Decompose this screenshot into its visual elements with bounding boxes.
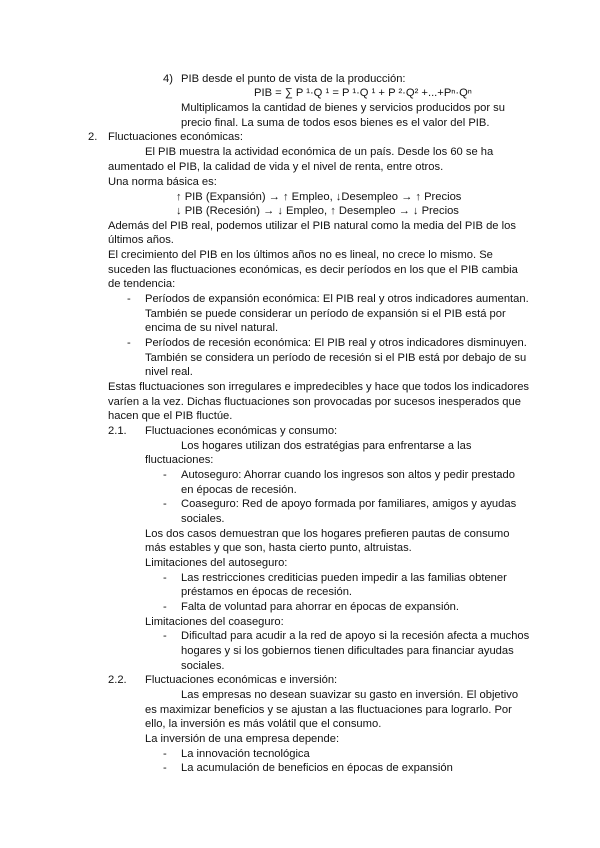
bullet-dash: - (127, 337, 131, 349)
bullet-recession-line: También se considera un período de recesión si el PIB está por debajo de su (145, 352, 527, 364)
rule-expansion: ↑ PIB (Expansión) → ↑ Empleo, ↓Desempleo → ↑ Precios (176, 191, 462, 203)
autoseguro-line: en épocas de recesión. (181, 484, 297, 496)
pib-real-line: Además del PIB real, podemos utilizar el PIB natural como la media del PIB de los (108, 220, 516, 232)
cases-line: Los dos casos demuestran que los hogares prefieren pautas de consumo (145, 528, 510, 540)
depends-item: La innovación tecnológica (181, 748, 310, 760)
lim-coa-line: Dificultad para acudir a la red de apoyo si la recesión afecta a muchos (181, 630, 530, 642)
item-4-text-line: precio final. La suma de todos esos bienes es el valor del PIB. (181, 117, 490, 129)
pib-real-line: últimos años. (108, 234, 174, 246)
crecimiento-line: El crecimiento del PIB en los últimos años no es lineal, no crece lo mismo. Se (108, 249, 493, 261)
crecimiento-line: suceden las fluctuaciones económicas, es decir períodos en los que el PIB cambia (108, 264, 518, 276)
irregular-line: varíen a la vez. Dichas fluctuaciones son provocadas por sucesos inesperados que (108, 396, 521, 408)
section-2-intro-line: aumentado el PIB, la calidad de vida y el nivel de renta, entre otros. (108, 161, 444, 173)
sub-2-2-number: 2.2. (108, 674, 127, 686)
bullet-dash: - (163, 630, 167, 642)
bullet-recession-line: Períodos de recesión económica: El PIB real y otros indicadores disminuyen. (145, 337, 527, 349)
bullet-dash: - (163, 748, 167, 760)
lim-coa-line: sociales. (181, 660, 225, 672)
section-2-title: Fluctuaciones económicas: (108, 131, 243, 143)
lim-auto-label: Limitaciones del autoseguro: (145, 557, 288, 569)
coaseguro-line: sociales. (181, 513, 225, 525)
crecimiento-line: de tendencia: (108, 278, 176, 290)
depends-label: La inversión de una empresa depende: (145, 733, 340, 745)
lim-coa-line: hogares y si los gobiernos tienen dificultades para financiar ayudas (181, 645, 514, 657)
rule-recession: ↓ PIB (Recesión) → ↓ Empleo, ↑ Desempleo → ↓ Precios (176, 205, 459, 217)
bullet-dash: - (163, 498, 167, 510)
irregular-line: hacen que el PIB fluctúe. (108, 410, 233, 422)
item-4-text-line: Multiplicamos la cantidad de bienes y servicios producidos por su (181, 102, 505, 114)
sub-2-2-title: Fluctuaciones económicas e inversión: (145, 674, 338, 686)
bullet-expansion-line: Períodos de expansión económica: El PIB real y otros indicadores aumentan. (145, 293, 529, 305)
lim-coa-label: Limitaciones del coaseguro: (145, 616, 284, 628)
depends-item: La acumulación de beneficios en épocas de expansión (181, 762, 453, 774)
cases-line: más estables y que son, hasta cierto punto, altruistas. (145, 542, 412, 554)
item-4-title: PIB desde el punto de vista de la producción: (181, 73, 406, 85)
sub-2-2-intro-line: Las empresas no desean suavizar su gasto en inversión. El objetivo (181, 689, 519, 701)
pib-formula: PIB = ∑ P ¹·Q ¹ = P ¹·Q ¹ + P ²·Q² +...+Pⁿ·Qⁿ (254, 87, 472, 99)
autoseguro-line: Autoseguro: Ahorrar cuando los ingresos son altos y pedir prestado (181, 469, 515, 481)
bullet-dash: - (127, 293, 131, 305)
bullet-expansion-line: encima de su nivel natural. (145, 322, 279, 334)
bullet-dash: - (163, 762, 167, 774)
bullet-recession-line: nivel real. (145, 366, 193, 378)
bullet-expansion-line: También se puede considerar un período de expansión si el PIB está por (145, 308, 506, 320)
bullet-dash: - (163, 572, 167, 584)
lim-auto-line: préstamos en épocas de recesión. (181, 586, 353, 598)
section-2-number: 2. (88, 131, 98, 143)
bullet-dash: - (163, 601, 167, 613)
irregular-line: Estas fluctuaciones son irregulares e impredecibles y hace que todos los indicadores (108, 381, 530, 393)
sub-2-2-intro-line: ello, la inversión es más volátil que el consumo. (145, 718, 382, 730)
sub-2-1-intro-line: Los hogares utilizan dos estratégias para enfrentarse a las (181, 440, 472, 452)
sub-2-2-intro-line: es maximizar beneficios y se ajustan a las fluctuaciones para lograrlo. Por (145, 704, 512, 716)
bullet-dash: - (163, 469, 167, 481)
sub-2-1-intro-line: fluctuaciones: (145, 454, 214, 466)
coaseguro-line: Coaseguro: Red de apoyo formada por familiares, amigos y ayudas (181, 498, 517, 510)
item-4-number: 4) (163, 73, 173, 85)
section-2-intro-line: El PIB muestra la actividad económica de un país. Desde los 60 se ha (145, 146, 494, 158)
lim-auto-line: Las restricciones crediticias pueden impedir a las familias obtener (181, 572, 507, 584)
sub-2-1-title: Fluctuaciones económicas y consumo: (145, 425, 338, 437)
norma-label: Una norma básica es: (108, 176, 217, 188)
sub-2-1-number: 2.1. (108, 425, 127, 437)
lim-auto-line: Falta de voluntad para ahorrar en épocas de expansión. (181, 601, 460, 613)
